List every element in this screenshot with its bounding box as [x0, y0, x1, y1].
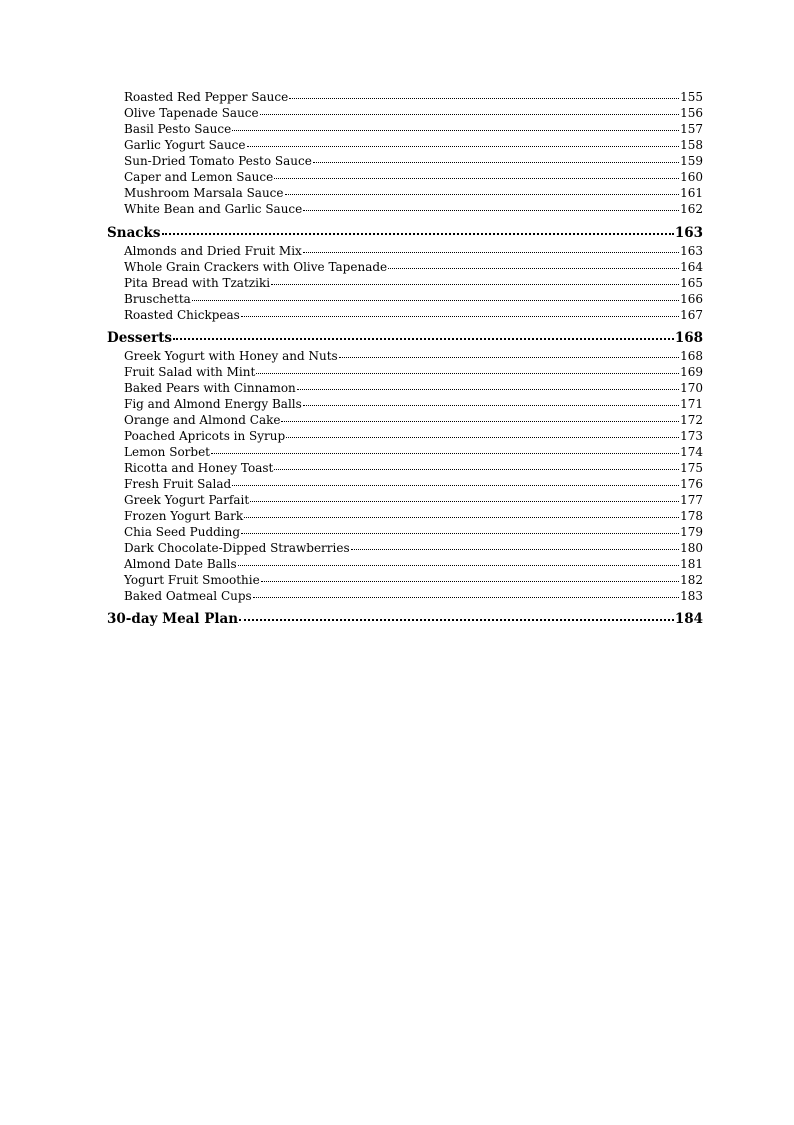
toc-section-title: Snacks — [107, 225, 161, 241]
toc-section-page: 168 — [674, 330, 703, 346]
toc-entry-lemon-sorbet[interactable] — [107, 444, 703, 460]
dot-leader — [351, 549, 679, 550]
dot-leader — [274, 178, 679, 179]
toc-section-snacks[interactable] — [107, 223, 703, 243]
toc-entry-greek-yogurt-with-honey-and-nuts[interactable] — [107, 348, 703, 364]
toc-entry-title: Baked Pears with Cinnamon — [124, 381, 296, 395]
toc-entry-dark-chocolate-dipped-strawberries[interactable] — [107, 540, 703, 556]
dot-leader — [261, 581, 679, 582]
toc-entry-page: 164 — [680, 260, 703, 274]
toc-entry-title: Chia Seed Pudding — [124, 525, 241, 539]
toc-entry-title: Pita Bread with Tzatziki — [124, 276, 271, 290]
toc-entry-title: Yogurt Fruit Smoothie — [124, 573, 260, 587]
toc-entry-white-bean-and-garlic-sauce[interactable] — [107, 201, 703, 217]
toc-entry-page: 167 — [680, 308, 703, 322]
dot-leader — [162, 233, 674, 235]
dot-leader — [303, 405, 679, 406]
dot-leader — [303, 252, 679, 253]
toc-entry-page: 161 — [680, 186, 703, 200]
toc-entry-fig-and-almond-energy-balls[interactable] — [107, 396, 703, 412]
toc-entry-fruit-salad-with-mint[interactable] — [107, 364, 703, 380]
toc-entry-page: 182 — [680, 573, 703, 587]
dot-leader — [303, 210, 679, 211]
toc-entry-baked-oatmeal-cups[interactable] — [107, 588, 703, 604]
dot-leader — [285, 194, 680, 195]
snacks-entries — [107, 243, 703, 323]
toc-entry-garlic-yogurt-sauce[interactable] — [107, 137, 703, 153]
toc-entry-page: 178 — [680, 509, 703, 523]
toc-entry-page: 168 — [680, 349, 703, 363]
dot-leader — [211, 453, 679, 454]
toc-entry-title: Fruit Salad with Mint — [124, 365, 256, 379]
toc-entry-title: Greek Yogurt Parfait — [124, 493, 250, 507]
toc-entry-poached-apricots-in-syrup[interactable] — [107, 428, 703, 444]
toc-entry-page: 170 — [680, 381, 703, 395]
toc-entry-page: 172 — [680, 413, 703, 427]
toc-entry-baked-pears-with-cinnamon[interactable] — [107, 380, 703, 396]
toc-entry-page: 158 — [680, 138, 703, 152]
toc-entry-title: Roasted Red Pepper Sauce — [124, 90, 289, 104]
toc-entry-title: Greek Yogurt with Honey and Nuts — [124, 349, 338, 363]
dot-leader — [260, 114, 679, 115]
dot-leader — [173, 338, 674, 340]
toc-entry-almonds-and-dried-fruit-mix[interactable] — [107, 243, 703, 259]
dot-leader — [281, 421, 679, 422]
dot-leader — [297, 389, 679, 390]
toc-entry-title: Basil Pesto Sauce — [124, 122, 232, 136]
toc-entry-page: 174 — [680, 445, 703, 459]
dot-leader — [232, 130, 679, 131]
toc-entry-chia-seed-pudding[interactable] — [107, 524, 703, 540]
toc-entry-title: Poached Apricots in Syrup — [124, 429, 286, 443]
toc-entry-ricotta-and-honey-toast[interactable] — [107, 460, 703, 476]
dot-leader — [241, 533, 679, 534]
dot-leader — [388, 268, 679, 269]
dot-leader — [241, 316, 679, 317]
toc-entry-greek-yogurt-parfait[interactable] — [107, 492, 703, 508]
toc-entry-title: Mushroom Marsala Sauce — [124, 186, 284, 200]
toc-entry-pita-bread-with-tzatziki[interactable] — [107, 275, 703, 291]
toc-entry-title: White Bean and Garlic Sauce — [124, 202, 303, 216]
dot-leader — [313, 162, 679, 163]
toc-section-desserts[interactable] — [107, 328, 703, 348]
toc-entry-title: Bruschetta — [124, 292, 191, 306]
toc-entry-page: 179 — [680, 525, 703, 539]
toc-entry-title: Garlic Yogurt Sauce — [124, 138, 246, 152]
toc-entry-title: Almonds and Dried Fruit Mix — [124, 244, 302, 258]
toc-entry-title: Olive Tapenade Sauce — [124, 106, 259, 120]
toc-entry-title: Sun-Dried Tomato Pesto Sauce — [124, 154, 312, 168]
dot-leader — [238, 565, 679, 566]
toc-entry-page: 181 — [680, 557, 703, 571]
toc-entry-mushroom-marsala-sauce[interactable] — [107, 185, 703, 201]
toc-entry-page: 155 — [680, 90, 703, 104]
desserts-entries — [107, 348, 703, 604]
toc-entry-almond-date-balls[interactable] — [107, 556, 703, 572]
dot-leader — [250, 501, 679, 502]
dot-leader — [274, 469, 679, 470]
toc-entry-page: 177 — [680, 493, 703, 507]
toc-entry-page: 163 — [680, 244, 703, 258]
toc-entry-title: Roasted Chickpeas — [124, 308, 240, 322]
toc-entry-title: Orange and Almond Cake — [124, 413, 281, 427]
toc-entry-page: 165 — [680, 276, 703, 290]
toc-section-page: 184 — [674, 611, 703, 627]
toc-entry-orange-and-almond-cake[interactable] — [107, 412, 703, 428]
toc-entry-page: 169 — [680, 365, 703, 379]
table-of-contents — [107, 89, 703, 629]
dot-leader — [192, 300, 679, 301]
toc-entry-olive-tapenade-sauce[interactable] — [107, 105, 703, 121]
toc-entry-page: 157 — [680, 122, 703, 136]
dot-leader — [289, 98, 679, 99]
toc-entry-whole-grain-crackers-with-olive-tapenade[interactable] — [107, 259, 703, 275]
toc-entry-title: Caper and Lemon Sauce — [124, 170, 274, 184]
toc-entry-page: 175 — [680, 461, 703, 475]
toc-entry-title: Almond Date Balls — [124, 557, 237, 571]
dot-leader — [256, 373, 679, 374]
toc-entry-page: 166 — [680, 292, 703, 306]
dot-leader — [232, 485, 679, 486]
toc-entry-page: 180 — [680, 541, 703, 555]
toc-entry-page: 159 — [680, 154, 703, 168]
toc-entry-roasted-chickpeas[interactable] — [107, 307, 703, 323]
toc-entry-page: 171 — [680, 397, 703, 411]
toc-entry-page: 173 — [680, 429, 703, 443]
toc-section-title: 30-day Meal Plan — [107, 611, 239, 627]
toc-entry-bruschetta[interactable] — [107, 291, 703, 307]
toc-entry-page: 160 — [680, 170, 703, 184]
toc-entry-title: Fig and Almond Energy Balls — [124, 397, 302, 411]
toc-section-30-day-meal-plan[interactable] — [107, 609, 703, 629]
dot-leader — [253, 597, 679, 598]
toc-entry-title: Frozen Yogurt Bark — [124, 509, 244, 523]
dot-leader — [339, 357, 679, 358]
dot-leader — [247, 146, 680, 147]
toc-entry-sun-dried-tomato-pesto-sauce[interactable] — [107, 153, 703, 169]
dot-leader — [239, 619, 674, 621]
toc-entry-fresh-fruit-salad[interactable] — [107, 476, 703, 492]
toc-entry-basil-pesto-sauce[interactable] — [107, 121, 703, 137]
sauces-entries — [107, 89, 703, 217]
toc-entry-title: Whole Grain Crackers with Olive Tapenade — [124, 260, 388, 274]
toc-entry-title: Lemon Sorbet — [124, 445, 211, 459]
toc-entry-page: 183 — [680, 589, 703, 603]
toc-section-page: 163 — [674, 225, 703, 241]
toc-entry-title: Baked Oatmeal Cups — [124, 589, 252, 603]
toc-section-title: Desserts — [107, 330, 173, 346]
toc-entry-title: Ricotta and Honey Toast — [124, 461, 274, 475]
toc-entry-page: 176 — [680, 477, 703, 491]
dot-leader — [286, 437, 679, 438]
toc-entry-title: Dark Chocolate-Dipped Strawberries — [124, 541, 350, 555]
toc-entry-caper-and-lemon-sauce[interactable] — [107, 169, 703, 185]
toc-entry-page: 162 — [680, 202, 703, 216]
dot-leader — [271, 284, 679, 285]
toc-entry-frozen-yogurt-bark[interactable] — [107, 508, 703, 524]
toc-entry-page: 156 — [680, 106, 703, 120]
toc-entry-yogurt-fruit-smoothie[interactable] — [107, 572, 703, 588]
dot-leader — [244, 517, 679, 518]
toc-entry-title: Fresh Fruit Salad — [124, 477, 232, 491]
toc-entry-roasted-red-pepper-sauce[interactable] — [107, 89, 703, 105]
